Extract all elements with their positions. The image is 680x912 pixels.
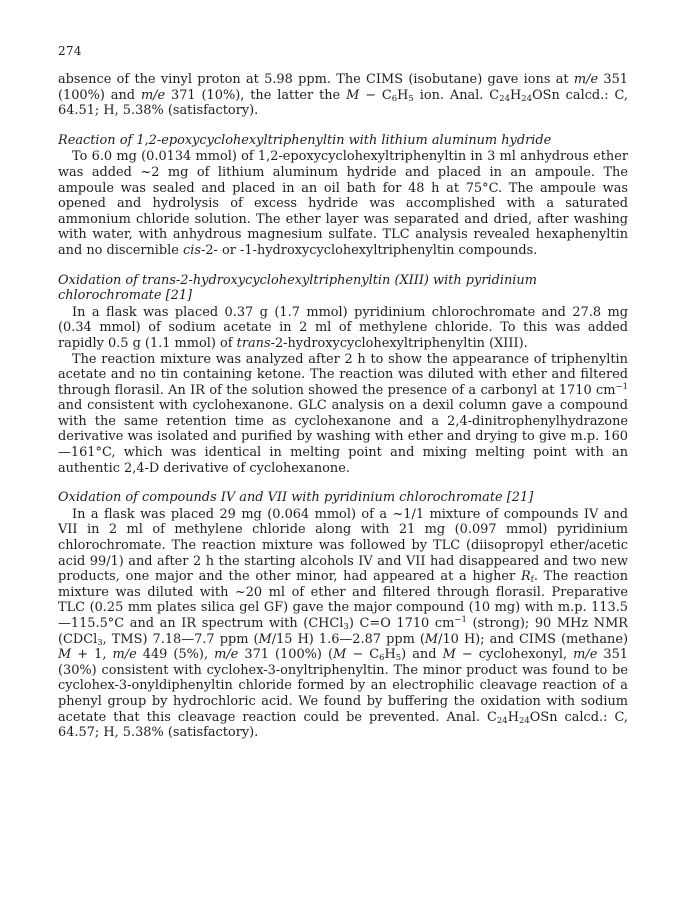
text: R — [520, 569, 531, 585]
text: 371 (10%), the latter the — [165, 87, 347, 103]
text: m/e — [214, 647, 239, 663]
text: -2- or -1-hydroxycyclohexyltriphenyltin compounds. — [201, 242, 538, 258]
superscript: −1 — [615, 381, 628, 392]
text: m/e — [573, 647, 598, 663]
subscript: f — [530, 575, 534, 586]
text: m/e — [140, 87, 166, 103]
section-lah-paragraph — [58, 149, 628, 258]
text: m/e — [112, 647, 137, 663]
text: m/e — [573, 72, 599, 87]
text: M — [346, 87, 360, 103]
text: Oxidation of — [58, 272, 142, 288]
text: , TMS) 7.18—7.7 ppm ( — [102, 631, 259, 647]
section-heading-iv-vii-oxidation: Oxidation of compounds IV and VII with pyridinium chlorochromate [21] — [58, 490, 534, 506]
text: OSn calcd.: C, 64.57; H, 5.38% (satisfactory). — [58, 709, 628, 741]
text: + 1, — [71, 647, 113, 663]
subscript: 5 — [408, 93, 414, 104]
text: absence of the vinyl proton at 5.98 ppm. The CIMS (isobutane) gave ions at — [58, 72, 574, 87]
text: M — [58, 647, 72, 663]
text: In a flask was placed 29 mg (0.064 mmol) of a ~1/1 mixture of compounds IV and VII in 2 ml of methylene chloride along with 21 mg (0.097 mmol) pyridinium chlorochromate. The reaction mixture was followed by TLC (diisopropyl ether/acetic acid 99/1) and after 2 h the starting alcohols IV and VII had disappeared and two new products, one major and the other minor, had appeared at a higher — [58, 506, 628, 585]
superscript: −1 — [454, 615, 467, 625]
text: − C — [359, 87, 392, 103]
subscript: 6 — [391, 93, 398, 104]
text: H — [384, 647, 396, 663]
text: -2-hydroxycyclohexyltriphenyltin (XIII) with pyridinium chlorochromate [21] — [58, 272, 537, 304]
subscript: 24 — [496, 715, 508, 726]
text: In a flask was placed 0.37 g (1.7 mmol) pyridinium chlorochromate and 27.8 mg (0.34 mmol) of sodium acetate in 2 ml of methylene chloride. To this was added rapidly 0.5 g (1.1 mmol) of — [58, 304, 628, 351]
text: H — [510, 87, 522, 103]
subscript: 6 — [379, 653, 385, 664]
text: . The reaction mixture was diluted with ~20 ml of ether and filtered through florasil. Preparative TLC (0.25 mm plates silica gel GF) gave the major compound (10 mg) with m.p. 113.5—115.5°C and an IR spectrum with (CHCl — [58, 569, 628, 631]
intro-paragraph — [58, 72, 628, 119]
section-xiii-paragraph-2 — [58, 352, 628, 477]
text: cis — [183, 242, 201, 258]
text: M — [424, 631, 439, 647]
text: (strong); 90 MHz NMR (CDCl — [58, 616, 628, 647]
text: ) and — [401, 647, 443, 663]
text: 351 (30%) consistent with cyclohex-3-onyltriphenyltin. The minor product was found to be cyclohex-3-onyldiphenyltin chloride formed by an electrophilic cleavage reaction of a phenyl group by hydrochloric acid. We found by buffering the oxidation with sodium acetate that this cleavage reaction could be prevented. Anal. C — [58, 647, 629, 725]
text: trans — [236, 335, 271, 351]
text: OSn calcd.: C, 64.51; H, 5.38% (satisfactory). — [58, 87, 628, 119]
text: M — [333, 647, 347, 663]
subscript: 3 — [343, 622, 349, 632]
section-heading-lah-reaction: Reaction of 1,2-epoxycyclohexyltriphenyltin with lithium aluminum hydride — [58, 132, 552, 148]
subscript: 24 — [518, 715, 530, 726]
section-heading-xiii-oxidation — [58, 273, 628, 304]
subscript: 5 — [395, 653, 402, 664]
text: /10 H); and CIMS (methane) — [438, 631, 629, 647]
text: H — [507, 709, 519, 725]
text: 371 (100%) ( — [238, 647, 334, 663]
text: The reaction mixture was analyzed after 2 h to show the appearance of triphenyltin acetate and no tin containing ketone. The reaction was diluted with ether and filtered through florasil. An IR of the solution showed the presence of a carbonyl at 1710 cm — [58, 351, 628, 398]
text: /15 H) 1.6—2.87 ppm ( — [271, 631, 425, 647]
page-body — [58, 72, 628, 741]
text: ion. Anal. C — [413, 87, 500, 103]
subscript: 3 — [97, 637, 103, 648]
subscript: 24 — [521, 93, 533, 104]
section-iv-vii-paragraph — [58, 507, 628, 741]
text: M — [442, 647, 456, 663]
text: ) C=O 1710 cm — [348, 616, 455, 631]
text: M — [258, 631, 272, 647]
text: To 6.0 mg (0.0134 mmol) of 1,2-epoxycyclohexyltriphenyltin in 3 ml anhydrous ether was added ~2 mg of lithium aluminum hydride and placed in an ampoule. The ampoule was sealed and placed in an oil bath for 48 h at 75°C. The ampoule was opened and hydrolysis of excess hydride was accomplished with a saturated ammonium chloride solution. The ether layer was separated and dried, after washing with water, with anhydrous magnesium sulfate. TLC analysis revealed hexaphenyltin and no discernible — [58, 149, 628, 258]
text: − cyclohexonyl, — [455, 647, 574, 663]
subscript: 24 — [499, 93, 510, 104]
page-number: 274 — [58, 44, 82, 58]
text: and consistent with cyclohexanone. GLC analysis on a dexil column gave a compound with the same retention time as cyclohexanone and a 2,4-dinitrophenylhydrazone derivative was isolated and purified by washing with ether and drying to give m.p. 160—161°C, which was identical in melting point and mixing melting point with an authentic 2,4-D derivative of cyclohexanone. — [58, 398, 628, 476]
text: H — [397, 87, 409, 103]
text: -2-hydroxycyclohexyltriphenyltin (XIII). — [270, 335, 528, 351]
section-xiii-paragraph-1 — [58, 305, 628, 352]
text: 351 (100%) and — [58, 72, 629, 103]
text: 449 (5%), — [136, 647, 215, 663]
text: trans — [142, 272, 176, 288]
text: − C — [346, 647, 380, 663]
